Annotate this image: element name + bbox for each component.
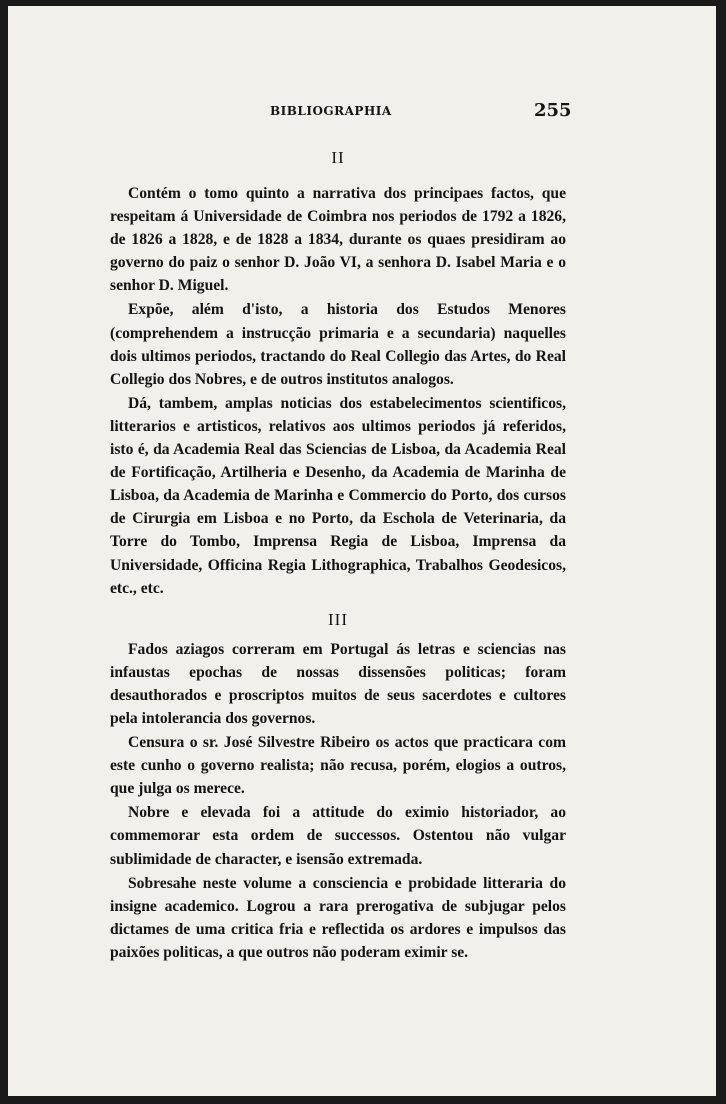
running-title: BIBLIOGRAPHIA bbox=[270, 104, 392, 118]
body-text bbox=[110, 146, 566, 964]
paragraph: Contém o tomo quinto a narrativa dos principaes factos, que respeitam á Universidade de Coimbra nos periodos de 1792 a 1826, de 1826 a 1828, e de 1828 a 1834, durante os quaes presidiram ao governo do paiz o senhor D. João VI, a senhora D. Isabel Maria e o senhor D. Miguel. bbox=[110, 185, 566, 295]
book-page bbox=[8, 6, 716, 1096]
paragraph: Sobresahe neste volume a consciencia e probidade litteraria do insigne academico. Logrou a rara prerogativa de subjugar pelos dictames de uma critica fria e reflectida os ardores e impulsos das paixões politicas, a que outros não poderam eximir se. bbox=[110, 874, 566, 961]
page-header bbox=[8, 102, 716, 124]
section-heading: II bbox=[331, 148, 345, 167]
paragraph: Censura o sr. José Silvestre Ribeiro os actos que practicara com este cunho o governo realista; não recusa, porém, elogios a outros, que julga os merece. bbox=[110, 734, 566, 798]
paragraph: Fados aziagos correram em Portugal ás letras e sciencias nas infaustas epochas de nossas dissensões politicas; foram desauthorados e proscriptos muitos de seus sacerdotes e cultores pela intolerancia dos governos. bbox=[110, 640, 566, 727]
paragraph: Dá, tambem, amplas noticias dos estabelecimentos scientificos, litterarios e artisticos, relativos aos ultimos periodos já referidos, isto é, da Academia Real das Sciencias de Lisboa, da Academia Real de Fortificação, Artilheria e Desenho, da Academia de Marinha de Lisboa, da Academia de Marinha e Commercio do Porto, dos cursos de Cirurgia em Lisboa e no Porto, da Eschola de Veterinaria, da Torre do Tombo, Imprensa Regia de Lisboa, Imprensa da Universidade, Officina Regia Lithographica, Trabalhos Geodesicos, etc., etc. bbox=[110, 394, 566, 597]
page-number: 255 bbox=[534, 100, 572, 121]
paragraph: Expõe, além d'isto, a historia dos Estudos Menores (comprehendem a instrucção primaria e a secundaria) naquelles dois ultimos periodos, tractando do Real Collegio das Artes, do Real Collegio dos Nobres, e de outros institutos analogos. bbox=[110, 301, 566, 388]
section-heading: III bbox=[328, 609, 348, 629]
paragraph: Nobre e elevada foi a attitude do eximio historiador, ao commemorar esta ordem de successos. Ostentou não vulgar sublimidade de character, e isensão extremada. bbox=[110, 804, 566, 868]
